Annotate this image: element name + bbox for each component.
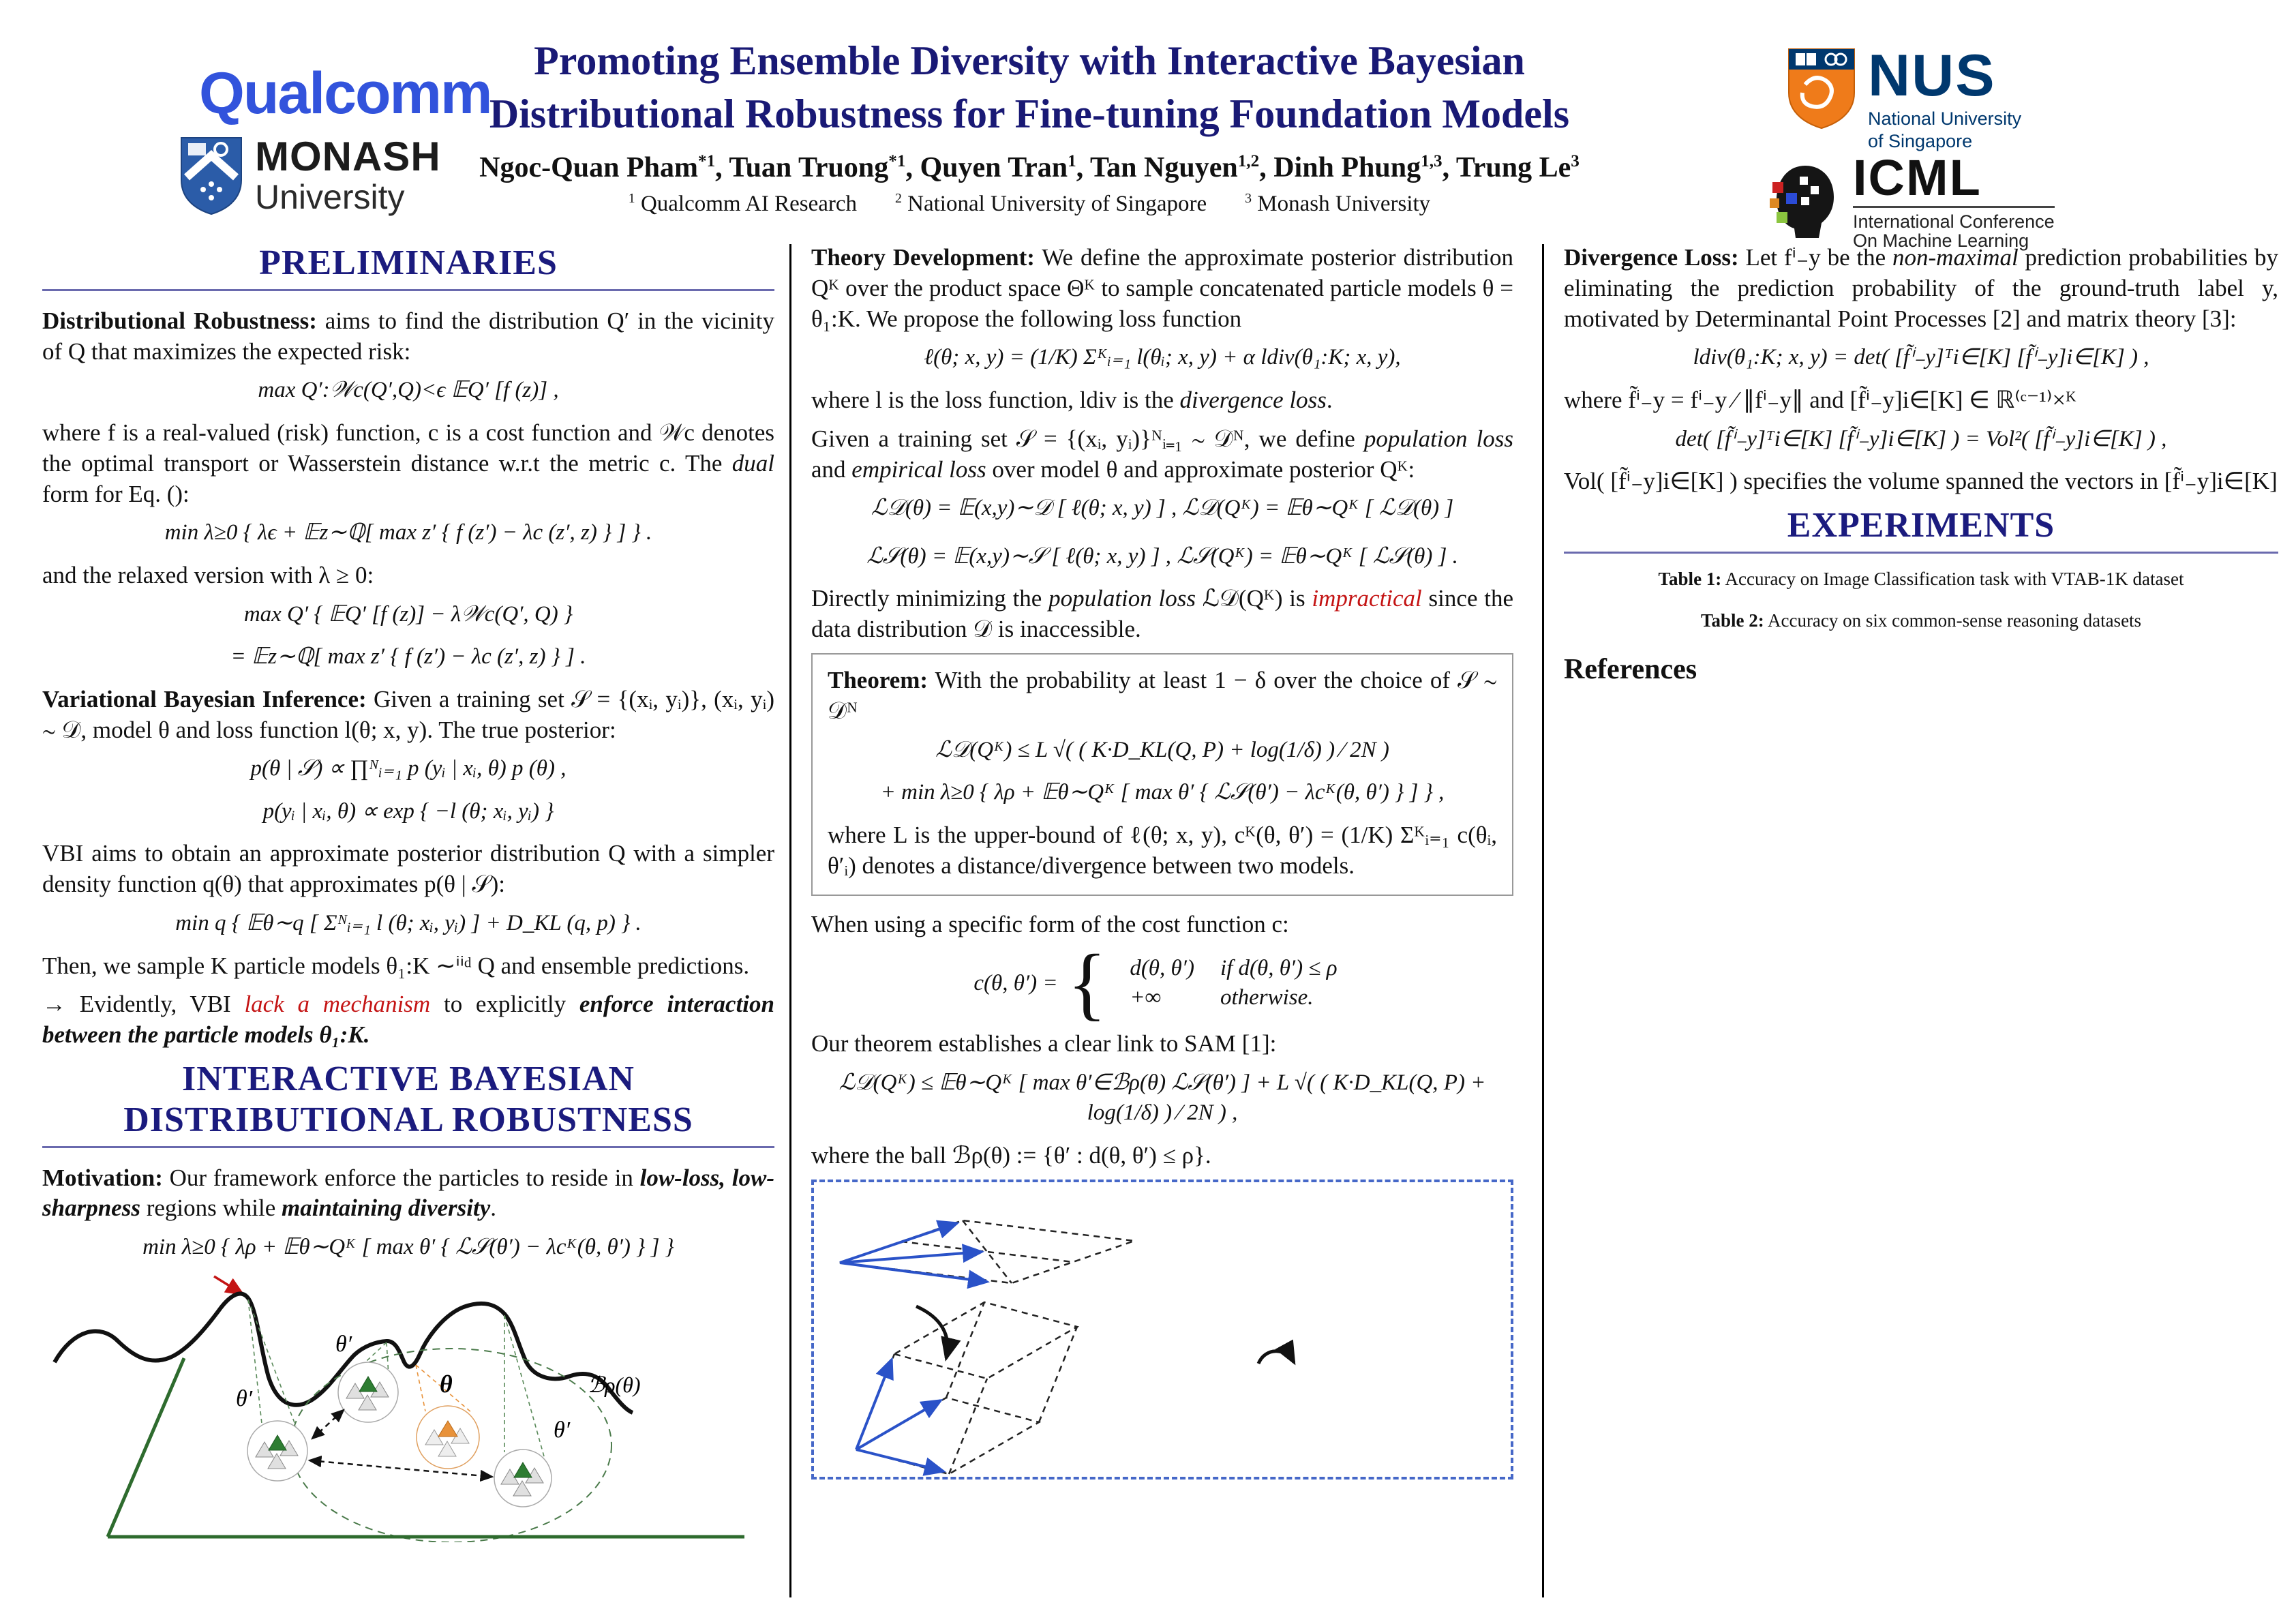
icml-logo [1770, 151, 2055, 250]
paragraph-text: where l is the loss function, ldiv is the [811, 386, 1180, 413]
theorem-equation-2: + min λ≥0 { λρ + 𝔼θ∼Qᴷ [ max θ′ { ℒ𝒮(θ′) − λcᴷ(θ, θ′) } ] } , [880, 780, 1445, 805]
theorem-text: With the probability at least 1 − δ over the choice of 𝒮 ∼ 𝒟ᴺ [828, 667, 1497, 724]
qr-code [2160, 35, 2263, 139]
paragraph-vbi [42, 685, 774, 746]
paragraph-normalized: where f̃ⁱ₋y = fⁱ₋y ⁄ ∥fⁱ₋y∥ and [f̃ⁱ₋y]i∈[K] ∈ ℝ⁽ᶜ⁻¹⁾×ᴷ [1564, 386, 2077, 413]
paragraph-text: Let fⁱ₋y be the [1738, 244, 1893, 271]
paragraph-italic: divergence loss [1179, 386, 1327, 413]
references-title: References [1564, 653, 1697, 685]
paragraph-text: to explicitly [430, 991, 579, 1018]
monash-wordmark-sub: University [255, 178, 405, 216]
paragraph-text: and [811, 455, 852, 483]
affiliation: $^3$ Monash University [1245, 191, 1431, 216]
title-block [470, 34, 1588, 217]
paragraph-lead: Motivation: [42, 1164, 163, 1191]
ensemble-arrow [1258, 1351, 1294, 1364]
paragraph-bold-italic: θ₁:K. [319, 1021, 370, 1049]
paragraph-text: form for Eq. (): [42, 480, 190, 507]
paragraph-italic: population loss [1048, 585, 1196, 612]
equation-loss: ℓ(θ; x, y) = (1/K) Σᴷᵢ₌₁ l(θᵢ; x, y) + α ldiv(θ₁:K; x, y), [924, 345, 1401, 370]
column-experiments [1564, 243, 2278, 690]
authors-line: Ngoc-Quan Pham$^{*1}$, Tuan Truong$^{*1}$, Quyen Tran$^1$, Tan Nguyen$^{1,2}$, Dinh Phung$^{1,3}$, Trung Le$^3$ [479, 152, 1580, 183]
caption-text: Accuracy on six common-sense reasoning datasets [1764, 610, 2142, 631]
qualcomm-logo: Qualcomm [199, 61, 492, 126]
table2-caption [1564, 610, 2278, 631]
paragraph-text: . [490, 1195, 497, 1222]
paragraph-red: lack a mechanism [244, 991, 431, 1018]
label-theta-prime-2: θ′ [236, 1385, 253, 1411]
poster-title: Promoting Ensemble Diversity with Interactive Bayesian Distributional Robustness for Fine-tuning Foundation Models [489, 38, 1570, 136]
theorem-box [811, 653, 1513, 896]
case-lhs: c(θ, θ′) = [973, 970, 1058, 995]
monash-wordmark: MONASH [255, 134, 441, 179]
paragraph-text: Given a training set 𝒮 = {(xᵢ, yᵢ)}, (xᵢ, yᵢ) ∼ 𝒟, model θ and loss function l(θ; x, y). The true posterior: [42, 685, 774, 743]
particle-cluster-theta [417, 1406, 479, 1469]
equation-posterior-1: p(θ | 𝒮) ∝ ∏ᴺᵢ₌₁ p (yᵢ | xᵢ, θ) p (θ) , [250, 756, 567, 781]
section-title-experiments: EXPERIMENTS [1787, 506, 2055, 545]
paragraph-text: → Evidently, VBI [42, 991, 245, 1018]
paragraph-evidently [42, 989, 774, 1051]
equation-sam-bound: ℒ𝒟(Qᴷ) ≤ 𝔼θ∼Qᴷ [ max θ′∈ℬρ(θ) ℒ𝒮(θ′) ] + L √( ( K·D_KL(Q, P) + log(1/δ) ) ⁄ 2N ) , [839, 1070, 1486, 1126]
paragraph-impractical [811, 584, 1513, 645]
equation-cost-cases [811, 937, 1513, 1029]
paragraph-where-f [42, 418, 774, 509]
paragraph-motivation [42, 1163, 774, 1225]
paragraph-text: aims to find the distribution Q′ in the vicinity of Q that maximizes the expected risk: [42, 307, 774, 365]
particle-cluster-theta-prime-1 [338, 1362, 398, 1422]
case-cond: otherwise. [1220, 985, 1314, 1010]
equation-relaxed-2: = 𝔼z∼ℚ[ max z′ { f (z′) − λc (z′, z) } ] . [230, 644, 586, 670]
case-value: +∞ [1130, 985, 1162, 1010]
icml-wordmark: ICML [1853, 149, 1982, 206]
icml-sub: International Conference On Machine Learning [1853, 206, 2055, 251]
equation-relaxed-1: max Q′ { 𝔼Q′ [f (z)] − λ𝒲c(Q′, Q) } [243, 601, 573, 627]
box-vectors [856, 1360, 943, 1471]
equation-posterior-2: p(yᵢ | xᵢ, θ) ∝ exp { −l (θ; xᵢ, yᵢ) } [262, 798, 554, 824]
paragraph-where-l [811, 385, 1513, 416]
paragraph-bold-italic: maintaining diversity [282, 1195, 491, 1222]
paragraph-text: Our framework enforce the particles to reside in [162, 1164, 640, 1191]
affiliations-line [470, 191, 1588, 217]
paragraph-given-training [811, 424, 1513, 485]
box-parallelepiped [856, 1302, 1077, 1474]
paragraph-italic: non-maximal [1892, 244, 2019, 271]
case-value: d(θ, θ′) [1130, 956, 1194, 981]
paragraph-lead: Theory Development: [811, 244, 1035, 271]
label-theta: θ [440, 1370, 453, 1398]
section-rule [1564, 552, 2278, 554]
label-ball: ℬρ(θ) [588, 1372, 641, 1397]
column-divider-left [789, 244, 791, 1597]
paragraph-bold-italic: low-loss, low-sharpness [42, 1164, 774, 1222]
paragraph-italic: population loss [1363, 425, 1513, 452]
paragraph-sample: Then, we sample K particle models θ₁:K ∼ⁱⁱᵈ Q and ensemble predictions. [42, 952, 750, 979]
interaction-arrow-1 [312, 1410, 344, 1439]
figure-loss-landscape [42, 1275, 774, 1542]
paragraph-lead: Distributional Robustness: [42, 307, 317, 334]
paragraph-text: prediction probabilities by eliminating the prediction probability of the ground-truth label y, motivated by Determinantal Point Processes [2] and matrix theory [3]: [1564, 244, 2278, 332]
paragraph-relaxed: and the relaxed version with λ ≥ 0: [42, 561, 374, 588]
theorem-tail: where L is the upper-bound of ℓ(θ; x, y), cᴷ(θ, θ′) = (1/K) Σᴷᵢ₌₁ c(θᵢ, θ′ᵢ) denotes a distance/divergence between two models. [828, 821, 1497, 879]
case-table [1116, 953, 1350, 1013]
paragraph-text: regions while [140, 1195, 282, 1222]
theorem-lead: Theorem: [828, 667, 928, 694]
equation-ibdr-objective: min λ≥0 { λρ + 𝔼θ∼Qᴷ [ max θ′ { ℒ𝒮(θ′) − λcᴷ(θ, θ′) } ] } [142, 1235, 674, 1260]
paragraph-volume: Vol( [f̃ⁱ₋y]i∈[K] ) specifies the volume spanned the vectors in [f̃ⁱ₋y]i∈[K] [1564, 468, 2278, 495]
table1-caption [1564, 569, 2278, 590]
paragraph-ball-def: where the ball ℬρ(θ) := {θ′ : d(θ, θ′) ≤ ρ}. [811, 1141, 1211, 1169]
author: Tuan Truong$^{*1}$ [729, 152, 906, 183]
paragraph-text: Directly minimizing the [811, 585, 1049, 612]
equation-vbi: min q { 𝔼θ∼q [ Σᴺᵢ₌₁ l (θ; xᵢ, yᵢ) ] + D_KL (q, p) } . [175, 911, 641, 936]
monash-shield-icon [179, 135, 244, 215]
paragraph-bold-italic: enforce interaction between the particle models [42, 991, 774, 1049]
section-title-ibdr: INTERACTIVE BAYESIAN DISTRIBUTIONAL ROBUSTNESS [123, 1059, 693, 1139]
figure-volume-diversity [811, 1180, 1513, 1480]
author: Quyen Tran$^1$ [920, 152, 1076, 183]
equation-dual: min λ≥0 { λϵ + 𝔼z∼ℚ[ max z′ { f (z′) − λc (z′, z) } ] } . [164, 520, 652, 545]
column-divider-right [1542, 244, 1544, 1597]
paragraph-vbi-approx: VBI aims to obtain an approximate posterior distribution Q with a simpler density function q(θ) that approximates p(θ | 𝒮): [42, 840, 774, 898]
paragraph-text: Given a training set 𝒮 = {(xᵢ, yᵢ)}ᴺᵢ₌₁ ∼ 𝒟ᴺ, we define [811, 425, 1364, 452]
equation-volume: det( [f̃ⁱ₋y]ᵀi∈[K] [f̃ⁱ₋y]i∈[K] ) = Vol²( [f̃ⁱ₋y]i∈[K] ) , [1675, 426, 2167, 451]
paragraph-red: impractical [1312, 585, 1422, 612]
monash-logo [179, 135, 441, 215]
label-theta-prime-1: θ′ [335, 1331, 352, 1357]
flat-parallelepiped [840, 1220, 1134, 1283]
paragraph-text: over model θ and approximate posterior Qᴷ: [986, 455, 1415, 483]
particle-cluster-theta-prime-2 [247, 1421, 307, 1481]
equation-divergence: ldiv(θ₁:K; x, y) = det( [f̃ⁱ₋y]ᵀi∈[K] [f̃ⁱ₋y]i∈[K] ) , [1693, 345, 2149, 370]
affiliation: $^2$ National University of Singapore [895, 191, 1207, 216]
paragraph-text: We define the approximate posterior distribution Qᴷ over the product space Θᴷ to sample concatenated particle models θ = θ₁:K. We propose the following loss function [811, 244, 1513, 332]
paragraph-text: . [1326, 386, 1333, 413]
caption-lead: Table 2: [1700, 610, 1764, 631]
paragraph-italic: empirical loss [851, 455, 986, 483]
paragraph-lead: Divergence Loss: [1564, 244, 1739, 271]
author: Tan Nguyen$^{1,2}$ [1089, 152, 1260, 183]
author: Trung Le$^3$ [1455, 152, 1580, 183]
paragraph-cost-form: When using a specific form of the cost function c: [811, 911, 1289, 938]
paragraph-divergence-loss [1564, 243, 2278, 334]
nus-logo [1785, 45, 2021, 151]
section-rule [42, 289, 774, 291]
section-rule [42, 1146, 774, 1148]
paragraph-sam-link: Our theorem establishes a clear link to SAM [1]: [811, 1030, 1277, 1057]
label-theta-prime-3: θ′ [554, 1417, 571, 1443]
equation-empirical-loss: ℒ𝒮(θ) = 𝔼(x,y)∼𝒮 [ ℓ(θ; x, y) ] , ℒ𝒮(Qᴷ) = 𝔼θ∼Qᴷ [ ℒ𝒮(θ) ] . [866, 543, 1458, 569]
case-cond: if d(θ, θ′) ≤ ρ [1220, 956, 1338, 981]
axis-left [108, 1358, 184, 1537]
particle-cluster-theta-prime-3 [494, 1450, 552, 1507]
paragraph-text: ℒ𝒟(Qᴷ) is [1196, 585, 1312, 612]
nus-sub1: National University [1868, 108, 2022, 130]
equation-population-loss: ℒ𝒟(θ) = 𝔼(x,y)∼𝒟 [ ℓ(θ; x, y) ] , ℒ𝒟(Qᴷ) = 𝔼θ∼Qᴷ [ ℒ𝒟(θ) ] [871, 496, 1454, 521]
column-preliminaries [42, 243, 774, 1542]
equation-risk: max Q′:𝒲c(Q′,Q)<ϵ 𝔼Q′ [f (z)] , [258, 378, 559, 403]
red-pointer-arrow [214, 1276, 243, 1294]
nus-wordmark: NUS [1868, 43, 1996, 108]
paragraph-text: since the data distribution 𝒟 is inaccessible. [811, 585, 1513, 643]
author: Dinh Phung$^{1,3}$ [1273, 152, 1442, 183]
case-brace: { [1067, 937, 1107, 1029]
paragraph-text: where f is a real-valued (risk) function, c is a cost function and 𝒲c denotes the optimal transport or Wasserstein distance w.r.t the metric c. The [42, 419, 774, 477]
paragraph-distributional-robustness [42, 306, 774, 367]
icml-head-icon [1770, 162, 1841, 241]
nus-sub2: of Singapore [1868, 130, 1973, 151]
affiliation: $^1$ Qualcomm AI Research [628, 191, 857, 216]
caption-lead: Table 1: [1658, 568, 1722, 589]
caption-text: Accuracy on Image Classification task with VTAB-1K dataset [1721, 568, 2184, 589]
transform-arrow [916, 1306, 948, 1358]
section-title-preliminaries: PRELIMINARIES [259, 243, 558, 282]
paragraph-italic: dual [731, 449, 774, 477]
flat-vectors [840, 1223, 987, 1282]
theorem-statement [828, 665, 1497, 727]
theorem-equation-1: ℒ𝒟(Qᴷ) ≤ L √( ( K·D_KL(Q, P) + log(1/δ) ) ⁄ 2N ) [935, 737, 1389, 762]
author: Ngoc-Quan Pham$^{*1}$ [479, 152, 716, 183]
paragraph-lead: Variational Bayesian Inference: [42, 685, 367, 712]
column-theory [811, 243, 1513, 1480]
paragraph-theory [811, 243, 1513, 334]
nus-shield-icon [1785, 45, 1858, 131]
